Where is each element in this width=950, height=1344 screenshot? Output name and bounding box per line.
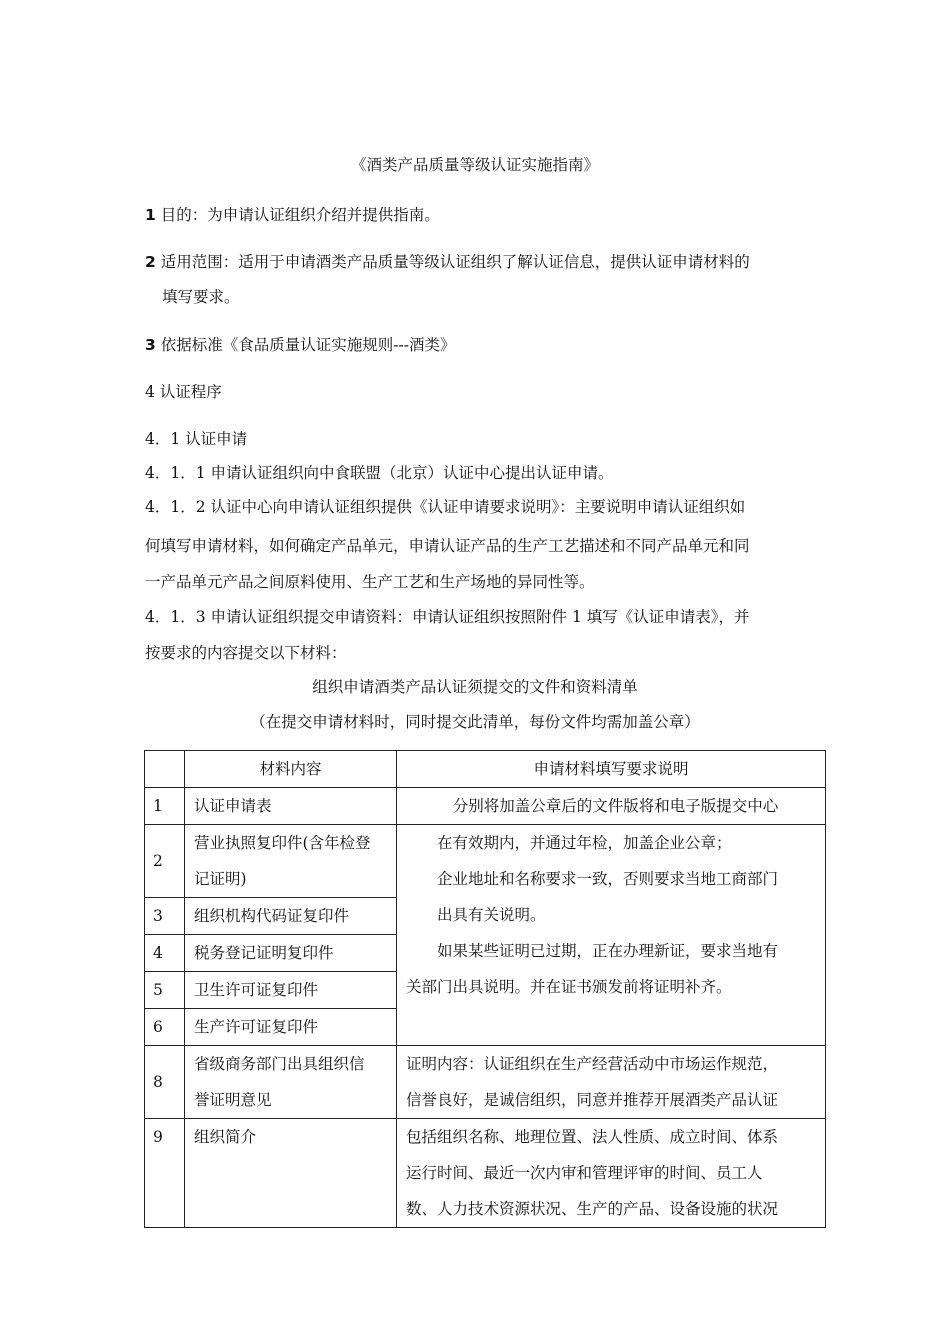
header-cell-number bbox=[145, 751, 185, 788]
section-3: 3 依据标准《食品质量认证实施规则---酒类》 bbox=[145, 336, 456, 354]
section-2-continuation: 填写要求。 bbox=[162, 288, 240, 306]
row-number: 5 bbox=[145, 972, 185, 1009]
row-requirement: 证明内容：认证组织在生产经营活动中市场运作规范， 信誉良好，是诚信组织，同意并推荐开展酒类产品认证 bbox=[397, 1046, 826, 1119]
row-requirement-merged: 在有效期内，并通过年检，加盖企业公章； 企业地址和名称要求一致，否则要求当地工商部门 出具有关说明。 如果某些证明已过期，正在办理新证，要求当地有 关部门出具说明。并在证书颁发前将证明补齐。 bbox=[397, 825, 826, 1046]
row-number: 4 bbox=[145, 935, 185, 972]
table-row bbox=[145, 825, 826, 898]
section-4-1-3-line: 按要求的内容提交以下材料： bbox=[145, 644, 347, 662]
section-4-1: 4．1 认证申请 bbox=[145, 430, 248, 448]
row-number: 6 bbox=[145, 1009, 185, 1046]
row-number: 3 bbox=[145, 898, 185, 935]
table-row bbox=[145, 1119, 826, 1228]
row-content: 卫生许可证复印件 bbox=[185, 972, 397, 1009]
table-header-row bbox=[145, 751, 826, 788]
table-row bbox=[145, 1046, 826, 1119]
row-number: 1 bbox=[145, 788, 185, 825]
table-row bbox=[145, 788, 826, 825]
header-cell-requirement: 申请材料填写要求说明 bbox=[397, 751, 826, 788]
list-title: 组织申请酒类产品认证须提交的文件和资料清单 bbox=[312, 678, 638, 696]
row-content: 认证申请表 bbox=[185, 788, 397, 825]
section-4-1-2-line: 4．1．2 认证中心向申请认证组织提供《认证申请要求说明》：主要说明申请认证组织如 bbox=[145, 498, 746, 516]
row-number: 2 bbox=[145, 825, 185, 898]
section-4-heading: 4 认证程序 bbox=[145, 383, 222, 401]
list-subtitle: （在提交申请材料时，同时提交此清单，每份文件均需加盖公章） bbox=[250, 713, 700, 731]
header-cell-content: 材料内容 bbox=[185, 751, 397, 788]
section-4-1-2-line: 何填写申请材料，如何确定产品单元，申请认证产品的生产工艺描述和不同产品单元和同 bbox=[145, 537, 750, 555]
row-requirement: 分别将加盖公章后的文件版将和电子版提交中心 bbox=[397, 788, 826, 825]
section-4-1-1: 4．1．1 申请认证组织向中食联盟（北京）认证中心提出认证申请。 bbox=[145, 464, 614, 482]
section-2: 2 适用范围：适用于申请酒类产品质量等级认证组织了解认证信息，提供认证申请材料的 bbox=[145, 253, 750, 271]
row-content: 组织简介 bbox=[185, 1119, 397, 1228]
document-title: 《酒类产品质量等级认证实施指南》 bbox=[350, 156, 599, 174]
row-content: 税务登记证明复印件 bbox=[185, 935, 397, 972]
row-content: 省级商务部门出具组织信 誉证明意见 bbox=[185, 1046, 397, 1119]
section-1: 1 目的：为申请认证组织介绍并提供指南。 bbox=[145, 206, 440, 224]
row-content: 生产许可证复印件 bbox=[185, 1009, 397, 1046]
row-number: 8 bbox=[145, 1046, 185, 1119]
row-content: 组织机构代码证复印件 bbox=[185, 898, 397, 935]
row-number: 9 bbox=[145, 1119, 185, 1228]
row-content: 营业执照复印件(含年检登 记证明) bbox=[185, 825, 397, 898]
row-requirement: 包括组织名称、地理位置、法人性质、成立时间、体系 运行时间、最近一次内审和管理评审的时间、员工人 数、人力技术资源状况、生产的产品、设备设施的状况 bbox=[397, 1119, 826, 1228]
section-4-1-2-line: 一产品单元产品之间原料使用、生产工艺和生产场地的异同性等。 bbox=[145, 573, 595, 591]
section-4-1-3-line: 4．1．3 申请认证组织提交申请资料：申请认证组织按照附件 1 填写《认证申请表》，并 bbox=[145, 608, 750, 626]
materials-table bbox=[144, 750, 826, 1228]
